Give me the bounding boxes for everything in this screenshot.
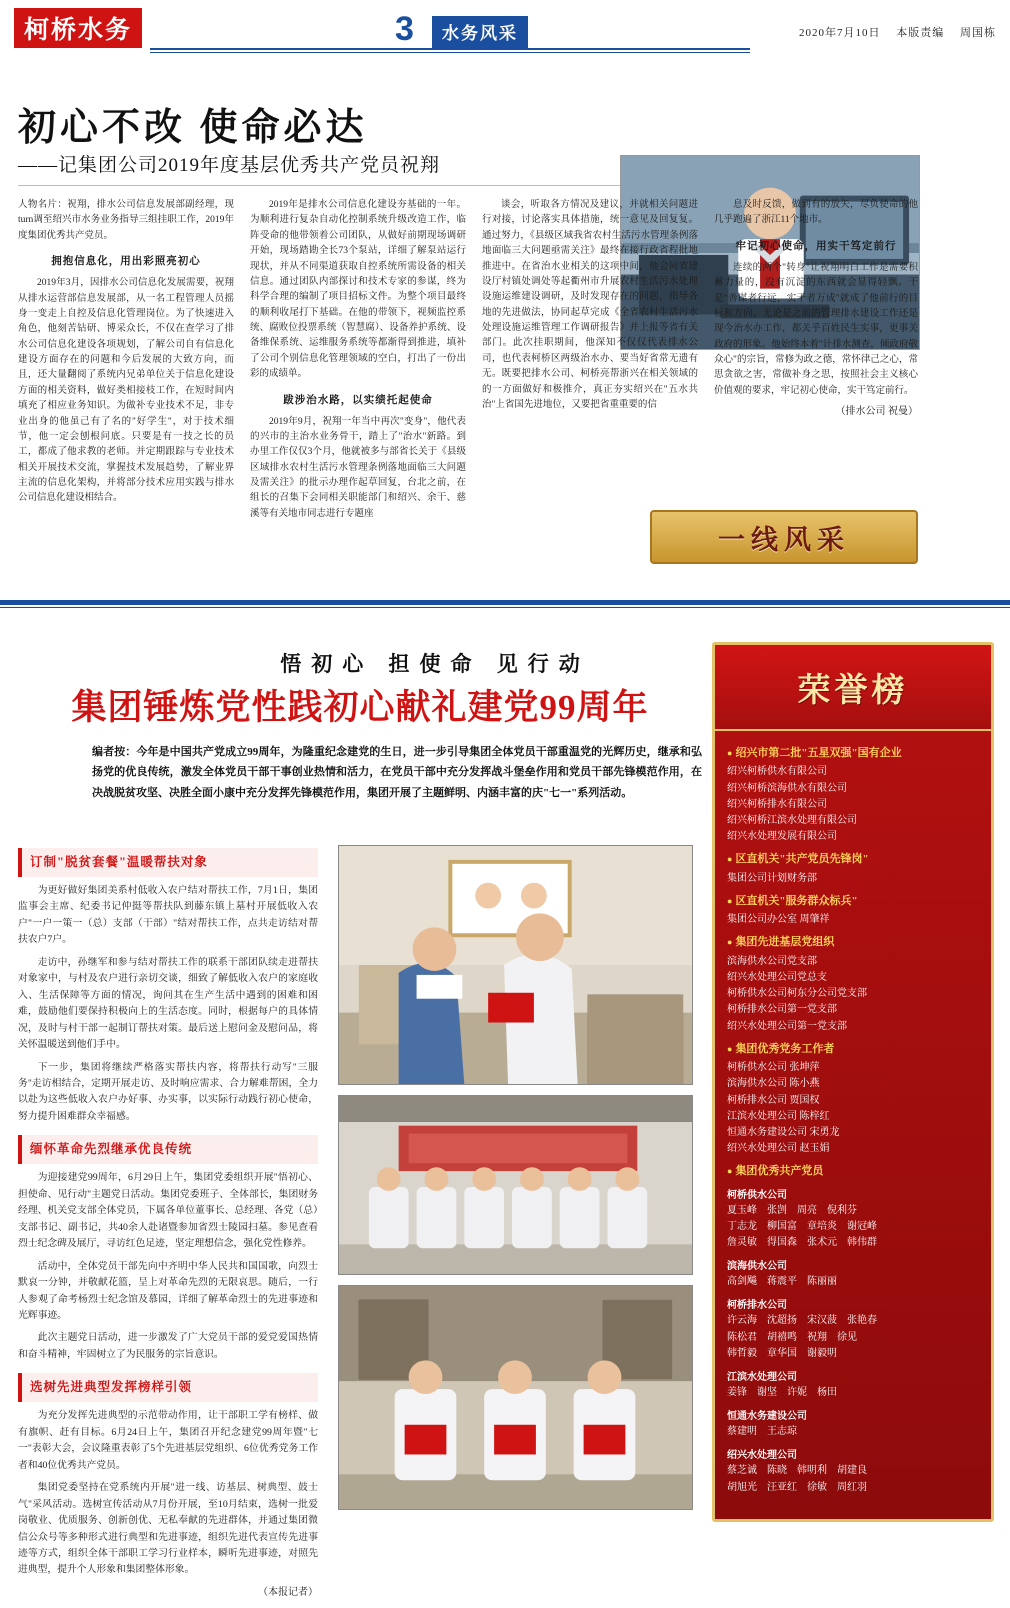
article-subheadline: ——记集团公司2019年度基层优秀共产党员祝翔 xyxy=(18,155,441,176)
honor-subgroup-name: 江滨水处理公司 xyxy=(727,1372,797,1384)
honor-item: 绍兴水处理公司第一党支部 xyxy=(727,1020,847,1032)
feature-kicker: 悟初心 担使命 见行动 xyxy=(280,652,590,676)
page-divider-thin xyxy=(0,607,1010,608)
honor-item: 滨海供水公司党支部 xyxy=(727,955,817,967)
honor-item: 绍兴水处理公司党总支 xyxy=(727,972,827,984)
honor-names: 蔡芝诚 陈晓 韩明利 胡建良 xyxy=(727,1465,867,1477)
honor-names: 高剑飚 蒋震平 陈丽丽 xyxy=(727,1276,837,1288)
paragraph: 2019年是排水公司信息化建设夯基础的一年。为顺利进行复杂自动化控制系统升级改造工作，临阵受命的他带领着公司团队，从做好前期现场调研开始，现场踏勘全长73个泵站，详细了解泵站运行现状，并从不同渠道获取自控系统所需设备的相关信息。通过团队内部探讨和技术专家的参谋，终为科学合理的编制了项目招标文件。为整个项目最终的顺利收尾打下基础。在他的带领下，视频监控系统、腐败位投票系统（智慧腐）、设备养护系统、设备维保系统、运维服务系统等都渐得到推进，填补了公司个别信息化管理领域的空白，打出了一份出彩的成绩单。 xyxy=(250,200,466,380)
article-column-3 xyxy=(482,198,698,418)
paragraph: 为更好做好集团美系村低收入农户结对帮扶工作，7月1日，集团监事会主席、纪委书记仲挺等帮扶队到藤东镇上墓村开展低收入农户"一户一策一（总）支部（干部）"结对帮扶工作，点共走访结对帮扶农户7户。 xyxy=(18,885,318,946)
article-column-2 xyxy=(250,198,466,527)
honor-item: 集团公司办公室 周肇祥 xyxy=(727,914,830,926)
honor-item: 绍兴柯桥排水有限公司 xyxy=(727,798,827,810)
paragraph: 息及时反馈，做到有的放矢，尽负使命的他几乎跑遍了浙江11个地市。 xyxy=(714,200,918,226)
photo-poverty-relief-visit xyxy=(338,845,693,1085)
paragraph: 连续的两个"转身"让祝翔明白工作是需要积蓄力量的，没有沉淀的东西就会显得轻飘。干是"善谋者行远，实干者万成"就成了他前行的目标和方向。无论是之前的管理排水建设工作还是现今治水办工作，都关乎百姓民生实事，更事关政府的形象。他始终本着"计排水测查，倾政府敬众心"的宗旨，常修为政之德，常怀律己之心，常思贪欲之害，常做补身之思，按照社会主义核心价值观的要求，牢记初心使命，实干笃定前行。 xyxy=(714,262,918,396)
honor-subgroup-name: 恒通水务建设公司 xyxy=(727,1411,807,1423)
article-column-1 xyxy=(18,198,234,512)
honor-category: ● 集团先进基层党组织 xyxy=(727,935,979,950)
editor-name: 周国栋 xyxy=(960,27,996,39)
honor-item: 柯桥供水公司 张坤萍 xyxy=(727,1062,820,1074)
paragraph: 下一步，集团将继续严格落实帮扶内容，将帮扶行动写"三服务"走访相结合，定期开展走访、及时响应需求、合力解难帮困，全力以赴为这些低收入农户办好事、办实事，以实际行动践行初心使命，努力提升困难群众幸福感。 xyxy=(18,1061,318,1122)
photo-martyrs-memorial-group xyxy=(338,1095,693,1275)
paragraph: 为充分发挥先进典型的示范带动作用，让干部职工学有榜样、做有旗帜、赶有目标。6月24日上午，集团召开纪念建党99周年暨"七一"表彰大会，会议隆重表彰了5个先进基层党组织、6位优秀党务工作者和40位优秀共产党员。 xyxy=(18,1410,318,1471)
feature-title: 集团锤炼党性践初心献礼建党99周年 xyxy=(71,688,649,727)
honor-category: ● 绍兴市第二批"五星双强"国有企业 xyxy=(727,746,979,761)
photo-award-ceremony xyxy=(338,1285,693,1510)
article-headline: 初心不改 使命必达 xyxy=(18,107,368,149)
article-column-4 xyxy=(714,198,918,425)
paragraph: 活动中，全体党员干部先向中齐明中华人民共和国国歌，向烈士默哀一分钟，并敬献花篮，呈上对革命先烈的无限哀思。随后，一行人参观了命考杨烈士纪念馆及慕园，详细了解革命烈士的先进事迹和光辉事迹。 xyxy=(18,1260,318,1321)
honor-item: 恒通水务建设公司 宋勇龙 xyxy=(727,1126,840,1138)
honor-names: 姜锋 谢坚 许妮 杨田 xyxy=(727,1387,837,1399)
honor-subgroup-name: 柯桥供水公司 xyxy=(727,1189,787,1201)
subsection-title-1: 拥抱信息化，用出彩照亮初心 xyxy=(51,256,201,268)
editor-note: 编者按：今年是中国共产党成立99周年，为隆重纪念建党的生日，进一步引导集团全体党员干部重温党的光辉历史，继承和弘扬党的优良传统，激发全体党员干部干事创业热情和活力，在党员干部中充分发挥战斗堡垒作用和党员干部先锋模范作用，在决战脱贫攻坚、决胜全面小康中充分发挥先锋模范作用，集团开展了主题鲜明、内涵丰富的庆"七一"系列活动。 xyxy=(92,746,702,799)
honor-names: 陈松君 胡禧鸣 祝翔 徐见 xyxy=(727,1331,857,1343)
page-number: 3 xyxy=(395,10,414,48)
honor-names: 丁志龙 柳国富 章培炎 谢冠峰 xyxy=(727,1220,877,1232)
feature-section-heading-2: 缅怀革命先烈继承优良传统 xyxy=(18,1135,318,1164)
honor-subgroup-name: 绍兴水处理公司 xyxy=(727,1450,797,1462)
subsection-title-3: 牢记初心使命，用实干笃定前行 xyxy=(735,240,897,252)
feature-section-heading-1: 订制"脱贫套餐"温暖帮扶对象 xyxy=(18,848,318,877)
honor-item: 柯桥排水公司第一党支部 xyxy=(727,1004,837,1016)
honor-names: 韩哲毅 章华国 谢毅明 xyxy=(727,1347,837,1359)
honor-category: ● 区直机关"共产党员先锋岗" xyxy=(727,852,979,867)
honor-subgroup-name: 柯桥排水公司 xyxy=(727,1300,787,1312)
paragraph: 集团党委坚持在党系统内开展"进一线、访基层、树典型、鼓士气"采风活动。选树宣传活动从7月份开展，至10月结束，选树一批爱岗敬业、优质服务、创新创优、无私奉献的先进群体，并通过集团微信公众号等多种形式进行典型和先进事迹，组织先进代表宣传先进事迹等方式，组织全体干部职工学习行业样本，瞬听先进事迹，对照先进典型，提升个人形象和集团整体形象。 xyxy=(18,1482,318,1576)
paragraph: 此次主题党日活动，进一步激发了广大党员干部的爱党爱国热情和奋斗精神，牢固树立了为民服务的宗旨意识。 xyxy=(18,1332,318,1360)
honor-roll-title: 荣誉榜 xyxy=(797,672,909,709)
honor-item: 江滨水处理公司 陈梓红 xyxy=(727,1110,830,1122)
honor-names: 蔡建明 王志琼 xyxy=(727,1426,797,1438)
profile-card: 人物名片：祝翔，排水公司信息发展部副经理，现turn调至绍兴市水务业务指导三组挂职工作，2019年度集团优秀共产党员。 xyxy=(18,200,234,241)
honor-item: 绍兴柯桥滨海供水有限公司 xyxy=(727,782,847,794)
paragraph: 谈会，听取各方情况及建议，并就相关问题进行对接，讨论落实具体措施，统一意见及回复复。通过努力，《县级区域我省农村生活污水管理条例落地面临三大问题亟需关注》最终在接行政省程批地推进中。在省治水业相关的这项中间，他会同省建设厅村镇处调处等起衢州市升展农村生活污水处理设施运维建设调研，及时发现存在的问题，指导各地的先进做法，协同起草完成《全省农村生活污水处理设施运维管理工作调研报告》并上报等省有关部门。此次挂职期间，他深知不仅仅代表排水公司，也代表柯桥区两级治水办、要当好省常无遗有无。既要把排水公司、柯桥亮帮浙兴在相关领域的的一方面做好和极推介，真正夯实绍兴在"五水共治"上省国先进地位，又要把省重重要的信 xyxy=(482,200,698,410)
honor-item: 滨海供水公司 陈小燕 xyxy=(727,1078,820,1090)
section-ribbon-frontline: 一线风采 xyxy=(650,510,918,564)
honor-names: 夏玉峰 张剀 周亮 倪利芬 xyxy=(727,1204,857,1216)
honor-category: ● 区直机关"服务群众标兵" xyxy=(727,894,979,909)
publish-date: 2020年7月10日 xyxy=(799,27,881,39)
honor-roll-panel xyxy=(712,642,994,1522)
paragraph: 为迎接建党99周年，6月29日上午，集团党委组织开展"悟初心、担使命、见行动"主题党日活动。集团党委班子、全体部长，集团财务经理、机关党支部全体党员，下属各单位董事长、总经理、各党（总）支部书记、副书记，共40余人赴诸暨参加省烈士陵园扫墓。参见查看烈士纪念碑及展厅，寻访红色足迹，坚定理想信念，强化党性修养。 xyxy=(18,1172,318,1250)
honor-item: 柯桥供水公司柯东分公司党支部 xyxy=(727,988,867,1000)
editor-label: 本版责编 xyxy=(896,27,945,39)
article-byline: （排水公司 祝曼） xyxy=(835,406,918,418)
feature-section-heading-3: 选树先进典型发挥榜样引领 xyxy=(18,1373,318,1402)
honor-subgroup-name: 滨海供水公司 xyxy=(727,1261,787,1273)
paragraph: 2019年9月，祝翔一年当中再次"变身"，他代表的兴市的主治水业务骨干，踏上了"治水"新路。到办里工作仅仅3个月，他就被多与部省长关于《县级区域排水农村生活污水管理条例落地面临三大问题及需关注》的批示办理作起草回复，台北之前，在组长的召集下会同相关职能部门和绍兴、余干、慈溪等有关地市同志进行专题座 xyxy=(250,416,466,519)
masthead-meta xyxy=(787,24,996,40)
honor-category: ● 集团优秀党务工作者 xyxy=(727,1042,979,1057)
masthead-rule-top xyxy=(150,48,750,50)
honor-roll-header xyxy=(715,645,991,731)
masthead-rule-bottom xyxy=(150,52,750,53)
subsection-title-2: 跋涉治水路，以实绩托起使命 xyxy=(283,394,433,406)
publication-logo: 柯桥水务 xyxy=(14,8,142,48)
honor-names: 许云海 沈超扬 宋汉菠 张艳春 xyxy=(727,1315,877,1327)
feature-byline: （本报记者） xyxy=(258,1586,318,1598)
honor-names: 詹灵敏 得国森 张术元 韩伟群 xyxy=(727,1237,877,1249)
masthead xyxy=(0,0,1010,60)
honor-names: 胡旭光 汪亚红 徐敏 周红羽 xyxy=(727,1481,867,1493)
paragraph: 2019年3月，因排水公司信息化发展需要，祝翔从排水运营部信息发展部，从一名工程管理人员摇身一变走上自控及信息化管理岗位。为了快速进入角色，他刻苦钻研、博采众长，不仅在查学习了排水公司信息化建设各项规划，了解公司自有信息化建设方面存在的问题和今后发展的大致方向，而且，还大量翻阅了系统内兄弟单位关于信息化建设方面的相关资料，做好类相接枝工作，在短时间内填充了相应业务知识。为做补专业技术不足，非专业出身的他虽己有了名的"好学生"，对于技术细节，他一定会刨根问底。只要是有一技之长的员工，都成了他求教的老师。并定期跟踪与专业技术相关开展技术交流，掌握技术发展趋势，了解业界主流的信息化架构，并将部分技术应用实践与排水公司信息化建设相结合。 xyxy=(18,278,234,504)
honor-item: 集团公司计划财务部 xyxy=(727,872,817,884)
honor-roll-body xyxy=(715,731,991,1506)
section-title: 水务风采 xyxy=(432,16,528,48)
page-divider xyxy=(0,600,1010,605)
honor-item: 绍兴水处理公司 赵玉娟 xyxy=(727,1143,830,1155)
honor-item: 绍兴水处理发展有限公司 xyxy=(727,831,837,843)
feature-column-1 xyxy=(18,848,318,1608)
honor-category: ● 集团优秀共产党员 xyxy=(727,1164,979,1179)
honor-item: 绍兴柯桥江滨水处理有限公司 xyxy=(727,814,857,826)
honor-item: 柯桥排水公司 贾国权 xyxy=(727,1094,820,1106)
honor-item: 绍兴柯桥供水有限公司 xyxy=(727,766,827,778)
paragraph: 走访中，孙继军和参与结对帮扶工作的联系干部团队续走进帮扶对象家中，与村及农户进行亲切交谈，细致了解低收入农户的家庭收入、生活保障等方面的情况，询问其在生产生活中遇到的困难和困难，鼓励他们要保持积极向上的生活态度。同时，根据每户的具体情况，及时与村干部一起制订帮扶对策。最后送上慰问金及慰问品，将关怀温暖送到他们手中。 xyxy=(18,956,318,1051)
